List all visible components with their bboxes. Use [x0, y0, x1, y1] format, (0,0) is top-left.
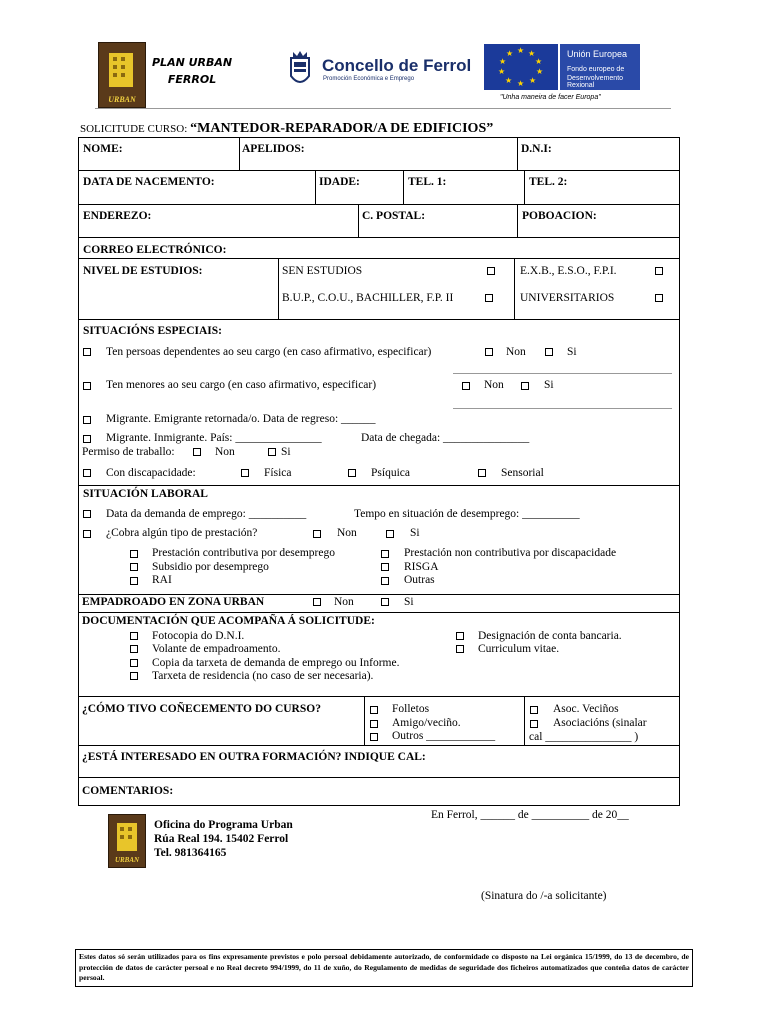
exb-checkbox[interactable] [655, 267, 663, 275]
comentarios-field[interactable] [80, 798, 677, 804]
sen-estudios-label: SEN ESTUDIOS [282, 265, 363, 277]
p2-label: Subsidio por desemprego [152, 561, 269, 573]
fisica-checkbox[interactable] [241, 469, 249, 477]
nome-field[interactable] [80, 156, 237, 168]
dependentes-checkbox[interactable] [83, 348, 91, 356]
d1-label: Fotocopia do D.N.I. [152, 630, 245, 642]
menores-non-label: Non [484, 379, 504, 391]
cobra-si-label: Si [410, 527, 420, 539]
asociacions-cal-label: cal _______________ ) [529, 731, 639, 743]
permiso-non-label: Non [215, 446, 235, 458]
menores-si-checkbox[interactable] [521, 382, 529, 390]
menores-checkbox[interactable] [83, 382, 91, 390]
dni-field[interactable] [519, 156, 677, 168]
especiais-heading: SITUACIÓNS ESPECIAIS: [83, 325, 222, 337]
psiquica-label: Psíquica [371, 467, 410, 479]
psiquica-checkbox[interactable] [348, 469, 356, 477]
permiso-label: Permiso de traballo: [82, 446, 175, 458]
cobra-checkbox[interactable] [83, 530, 91, 538]
nome-label: NOME: [83, 143, 123, 155]
apelidos-label: APELIDOS: [242, 143, 305, 155]
correo-label: CORREO ELECTRÓNICO: [83, 244, 227, 256]
d5-label: Designación de conta bancaria. [478, 630, 622, 642]
eu-flag-icon: ★ ★ ★ ★ ★ ★ ★ ★ ★ ★ [484, 44, 558, 90]
outros-checkbox[interactable] [370, 733, 378, 741]
empadroado-label: EMPADROADO EN ZONA URBAN [82, 596, 265, 608]
nacemento-label: DATA DE NACEMENTO: [83, 176, 215, 188]
inmigrante-checkbox[interactable] [83, 435, 91, 443]
comentarios-label: COMENTARIOS: [82, 785, 174, 797]
urban-footer-logo: URBAN [108, 814, 146, 868]
d4-label: Tarxeta de residencia (no caso de ser necesaria). [152, 670, 374, 682]
eu-text-panel: Unión Europea Fondo europeo de Desenvolvemento Rexional [560, 44, 640, 90]
asoc-label: Asoc. Veciños [553, 703, 619, 715]
sensorial-checkbox[interactable] [478, 469, 486, 477]
cobra-non-label: Non [337, 527, 357, 539]
cobra-label: ¿Cobra algún tipo de prestación? [106, 527, 258, 539]
amigo-checkbox[interactable] [370, 720, 378, 728]
signature-caption: (Sinatura do /-a solicitante) [481, 890, 607, 902]
tel2-label: TEL. 2: [529, 176, 568, 188]
p6-label: Outras [404, 574, 435, 586]
d6-checkbox[interactable] [456, 645, 464, 653]
concello-title: Concello de Ferrol [322, 56, 472, 75]
form-title: SOLICITUDE CURSO: “MANTEDOR-REPARADOR/A DE EDIFICIOS” [80, 121, 494, 136]
date-line: En Ferrol, ______ de __________ de 20__ [431, 809, 629, 821]
p4-label: Prestación non contributiva por discapacidade [404, 547, 617, 559]
inmigrante-label: Migrante. Inmigrante. País: _______________ [106, 432, 322, 444]
exb-label: E.X.B., E.S.O., F.P.I. [520, 265, 617, 277]
dependentes-si-checkbox[interactable] [545, 348, 553, 356]
p1-checkbox[interactable] [130, 550, 138, 558]
dependentes-non-checkbox[interactable] [485, 348, 493, 356]
outra-formacion-field[interactable] [80, 765, 677, 775]
outros-label: Outros ____________ [392, 730, 496, 742]
d4-checkbox[interactable] [130, 672, 138, 680]
nivel-label: NIVEL DE ESTUDIOS: [83, 265, 203, 277]
concello-subtitle: Promoción Económica e Emprego [323, 76, 415, 82]
p5-label: RISGA [404, 561, 439, 573]
empadroado-non-checkbox[interactable] [313, 598, 321, 606]
demanda-label: Data da demanda de emprego: __________ [106, 508, 307, 520]
signature-area[interactable] [440, 830, 670, 885]
discapacidade-checkbox[interactable] [83, 469, 91, 477]
menores-non-checkbox[interactable] [462, 382, 470, 390]
permiso-si-checkbox[interactable] [268, 448, 276, 456]
d1-checkbox[interactable] [130, 632, 138, 640]
p6-checkbox[interactable] [381, 577, 389, 585]
tel1-label: TEL. 1: [408, 176, 447, 188]
d3-checkbox[interactable] [130, 659, 138, 667]
laboral-heading: SITUACIÓN LABORAL [83, 488, 208, 500]
p1-label: Prestación contributiva por desemprego [152, 547, 335, 559]
univ-checkbox[interactable] [655, 294, 663, 302]
asoc-checkbox[interactable] [530, 706, 538, 714]
menores-label: Ten menores ao seu cargo (en caso afirmativo, especificar) [106, 379, 377, 391]
permiso-non-checkbox[interactable] [193, 448, 201, 456]
sensorial-label: Sensorial [501, 467, 544, 479]
documentacion-heading: DOCUMENTACIÓN QUE ACOMPAÑA Á SOLICITUDE: [82, 615, 375, 627]
d6-label: Curriculum vitae. [478, 643, 560, 655]
discapacidade-label: Con discapacidade: [106, 467, 196, 479]
cobra-non-checkbox[interactable] [313, 530, 321, 538]
oficina-address: Oficina do Programa Urban Rúa Real 194. 15402 Ferrol Tel. 981364165 [154, 819, 293, 859]
cobra-si-checkbox[interactable] [386, 530, 394, 538]
folletos-label: Folletos [392, 703, 430, 715]
p3-checkbox[interactable] [130, 577, 138, 585]
sen-estudios-checkbox[interactable] [487, 267, 495, 275]
univ-label: UNIVERSITARIOS [520, 292, 615, 304]
bup-checkbox[interactable] [485, 294, 493, 302]
fisica-label: Física [264, 467, 292, 479]
empadroado-si-checkbox[interactable] [381, 598, 389, 606]
idade-label: IDADE: [319, 176, 360, 188]
p5-checkbox[interactable] [381, 563, 389, 571]
menores-si-label: Si [544, 379, 554, 391]
eu-motto: "Unha maneira de facer Europa" [500, 94, 601, 101]
d3-label: Copia da tarxeta de demanda de emprego ou Informe. [152, 657, 400, 669]
p3-label: RAI [152, 574, 172, 586]
p4-checkbox[interactable] [381, 550, 389, 558]
outra-formacion-label: ¿ESTÁ INTERESADO EN OUTRA FORMACIÓN? INDIQUE CAL: [82, 751, 426, 763]
p2-checkbox[interactable] [130, 563, 138, 571]
asociacions-label: Asociacións (sinalar [553, 717, 647, 729]
legal-notice: Estes datos só serán utilizados para os fins expresamente previstos e polo persoal debidamente autorizado, de conformidade co disposto na Lei orgánica 15/1999, do 13 de decembro, de protección de datos de carácter persoal e no Real decreto 994/1999, do 11 de xuño, do Regulamento de medidas de seguridade dos ficheiros automatizados que conteña datos de carácter persoal. [75, 949, 693, 987]
retornada-checkbox[interactable] [83, 416, 91, 424]
chegada-label: Data de chegada: _______________ [361, 432, 530, 444]
retornada-label: Migrante. Emigrante retornada/o. Data de regreso: ______ [106, 413, 376, 425]
header-divider [95, 108, 671, 109]
amigo-label: Amigo/veciño. [392, 717, 461, 729]
dependentes-si-label: Si [567, 346, 577, 358]
concello-crest-icon [285, 50, 315, 90]
conecemento-question: ¿CÓMO TIVO COÑECEMENTO DO CURSO? [82, 703, 321, 715]
permiso-si-label: Si [281, 446, 291, 458]
empadroado-non-label: Non [334, 596, 354, 608]
tempo-label: Tempo en situación de desemprego: __________ [354, 508, 580, 520]
plan-urban-logo: URBAN [98, 42, 146, 108]
plan-urban-title: PLAN URBAN FERROL [152, 56, 233, 86]
demanda-checkbox[interactable] [83, 510, 91, 518]
poboacion-label: POBOACION: [522, 210, 597, 222]
empadroado-si-label: Si [404, 596, 414, 608]
d2-label: Volante de empadroamento. [152, 643, 281, 655]
dependentes-non-label: Non [506, 346, 526, 358]
apelidos-field[interactable] [241, 156, 515, 168]
folletos-checkbox[interactable] [370, 706, 378, 714]
dependentes-label: Ten persoas dependentes ao seu cargo (en caso afirmativo, especificar) [106, 346, 432, 358]
d2-checkbox[interactable] [130, 645, 138, 653]
asociacions-checkbox[interactable] [530, 720, 538, 728]
d5-checkbox[interactable] [456, 632, 464, 640]
dni-label: D.N.I: [521, 143, 552, 155]
enderezo-label: ENDEREZO: [83, 210, 152, 222]
cpostal-label: C. POSTAL: [362, 210, 426, 222]
bup-label: B.U.P., C.O.U., BACHILLER, F.P. II [282, 292, 454, 304]
